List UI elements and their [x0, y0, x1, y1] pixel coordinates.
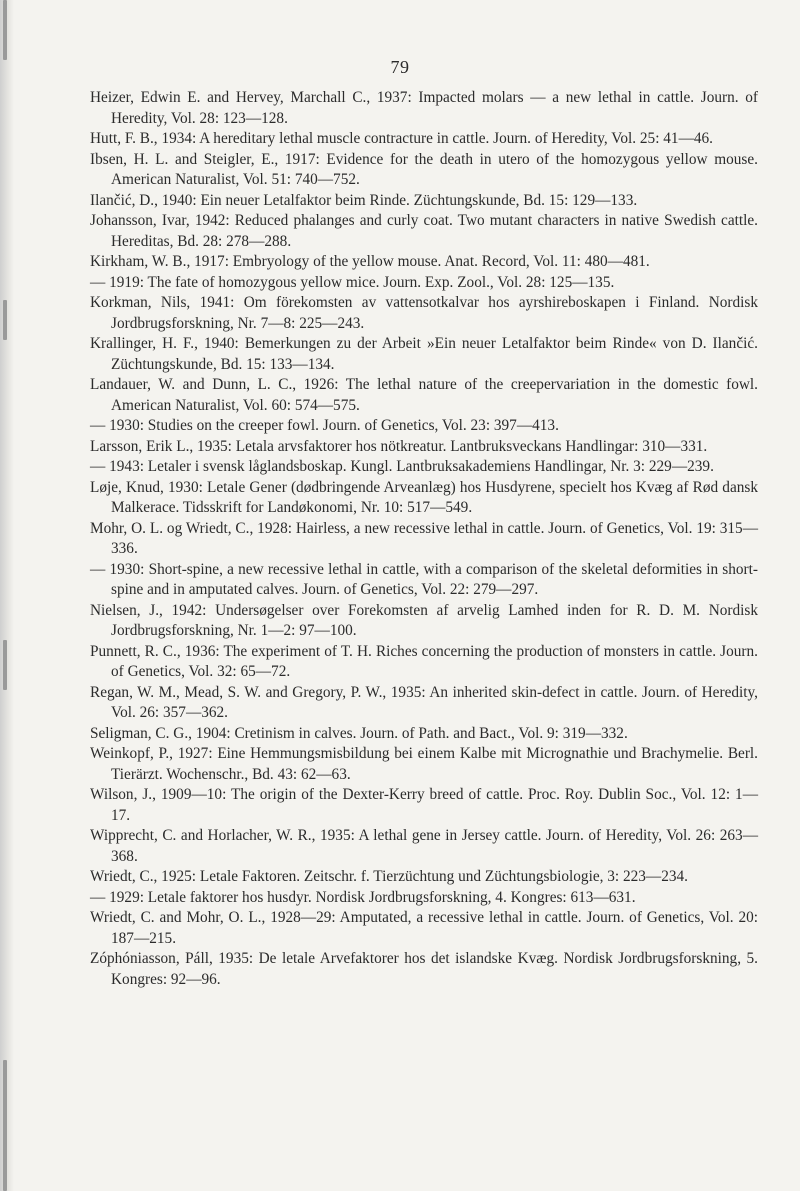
reference-entry: Løje, Knud, 1930: Letale Gener (dødbringende Arveanlæg) hos Husdyrene, specielt hos Kvæg af Rød dansk Malkerace. Tidsskrift for Landøkonomi, Nr. 10: 517—549.	[90, 478, 758, 516]
binding-shadow	[3, 1060, 7, 1191]
binding-shadow	[3, 0, 7, 60]
reference-entry: Wriedt, C. and Mohr, O. L., 1928—29: Amputated, a recessive lethal in cattle. Journ. of Genetics, Vol. 20: 187—215.	[90, 909, 758, 947]
reference-entry: — 1919: The fate of homozygous yellow mice. Journ. Exp. Zool., Vol. 28: 125—135.	[90, 273, 615, 291]
reference-list	[90, 88, 758, 990]
reference-entry: Regan, W. M., Mead, S. W. and Gregory, P. W., 1935: An inherited skin-defect in cattle. Journ. of Heredity, Vol. 26: 357—362.	[90, 683, 758, 721]
reference-entry: — 1943: Letaler i svensk låglandsboskap. Kungl. Lantbruksakademiens Handlingar, Nr. 3: 229—239.	[90, 458, 714, 475]
reference-entry: Ibsen, H. L. and Steigler, E., 1917: Evidence for the death in utero of the homozygous yellow mouse. American Naturalist, Vol. 51: 740—752.	[90, 150, 758, 188]
reference-entry: Weinkopf, P., 1927: Eine Hemmungsmisbildung bei einem Kalbe mit Micrognathie und Brachymelie. Berl. Tierärzt. Wochenschr., Bd. 43: 62—63.	[90, 745, 758, 783]
reference-entry: Wipprecht, C. and Horlacher, W. R., 1935: A lethal gene in Jersey cattle. Journ. of Heredity, Vol. 26: 263—368.	[90, 827, 758, 865]
reference-entry: Korkman, Nils, 1941: Om förekomsten av vattensotkalvar hos ayrshireboskapen i Finland. Nordisk Jordbrugsforskning, Nr. 7—8: 225—243.	[90, 294, 758, 332]
reference-entry: — 1930: Short-spine, a new recessive lethal in cattle, with a comparison of the skeletal deformities in short-spine and in amputated calves. Journ. of Genetics, Vol. 22: 279—297.	[90, 560, 758, 598]
reference-entry: Hutt, F. B., 1934: A hereditary lethal muscle contracture in cattle. Journ. of Heredity, Vol. 25: 41—46.	[90, 130, 713, 147]
reference-entry: Mohr, O. L. og Wriedt, C., 1928: Hairless, a new recessive lethal in cattle. Journ. of Genetics, Vol. 19: 315—336.	[90, 519, 758, 557]
binding-shadow	[3, 300, 7, 340]
reference-entry: — 1930: Studies on the creeper fowl. Journ. of Genetics, Vol. 23: 397—413.	[90, 417, 559, 434]
reference-entry: Larsson, Erik L., 1935: Letala arvsfaktorer hos nötkreatur. Lantbruksveckans Handlingar: 310—331.	[90, 437, 708, 455]
page-number: 79	[390, 57, 410, 77]
binding-shadow	[3, 640, 7, 690]
reference-entry: Heizer, Edwin E. and Hervey, Marchall C., 1937: Impacted molars — a new lethal in cattle. Journ. of Heredity, Vol. 28: 123—128.	[90, 89, 758, 127]
reference-entry: Landauer, W. and Dunn, L. C., 1926: The lethal nature of the creepervariation in the domestic fowl. American Naturalist, Vol. 60: 574—575.	[90, 376, 758, 414]
reference-entry: Wilson, J., 1909—10: The origin of the Dexter-Kerry breed of cattle. Proc. Roy. Dublin Soc., Vol. 12: 1—17.	[90, 786, 758, 824]
reference-entry: Punnett, R. C., 1936: The experiment of T. H. Riches concerning the production of monsters in cattle. Journ. of Genetics, Vol. 32: 65—72.	[90, 642, 758, 680]
page-binding-edge	[0, 0, 14, 1191]
reference-entry: Krallinger, H. F., 1940: Bemerkungen zu der Arbeit »Ein neuer Letalfaktor beim Rinde« von D. Ilančić. Züchtungskunde, Bd. 15: 133—134.	[90, 335, 758, 373]
reference-entry: — 1929: Letale faktorer hos husdyr. Nordisk Jordbrugsforskning, 4. Kongres: 613—631.	[90, 888, 636, 906]
reference-entry: Nielsen, J., 1942: Undersøgelser over Forekomsten af arvelig Lamhed inden for R. D. M. Nordisk Jordbrugsforskning, Nr. 1—2: 97—100.	[90, 601, 758, 639]
reference-entry: Wriedt, C., 1925: Letale Faktoren. Zeitschr. f. Tierzüchtung und Züchtungsbiologie, 3: 223—234.	[90, 868, 688, 885]
reference-entry: Seligman, C. G., 1904: Cretinism in calves. Journ. of Path. and Bact., Vol. 9: 319—332.	[90, 724, 628, 742]
reference-entry: Ilančić, D., 1940: Ein neuer Letalfaktor beim Rinde. Züchtungskunde, Bd. 15: 129—133.	[90, 191, 638, 209]
reference-entry: Kirkham, W. B., 1917: Embryology of the yellow mouse. Anat. Record, Vol. 11: 480—481.	[90, 253, 650, 270]
reference-entry: Johansson, Ivar, 1942: Reduced phalanges and curly coat. Two mutant characters in native Swedish cattle. Hereditas, Bd. 28: 278—288.	[90, 212, 758, 250]
reference-entry: Zóphóniasson, Páll, 1935: De letale Arvefaktorer hos det islandske Kvæg. Nordisk Jordbrugsforskning, 5. Kongres: 92—96.	[90, 950, 758, 988]
